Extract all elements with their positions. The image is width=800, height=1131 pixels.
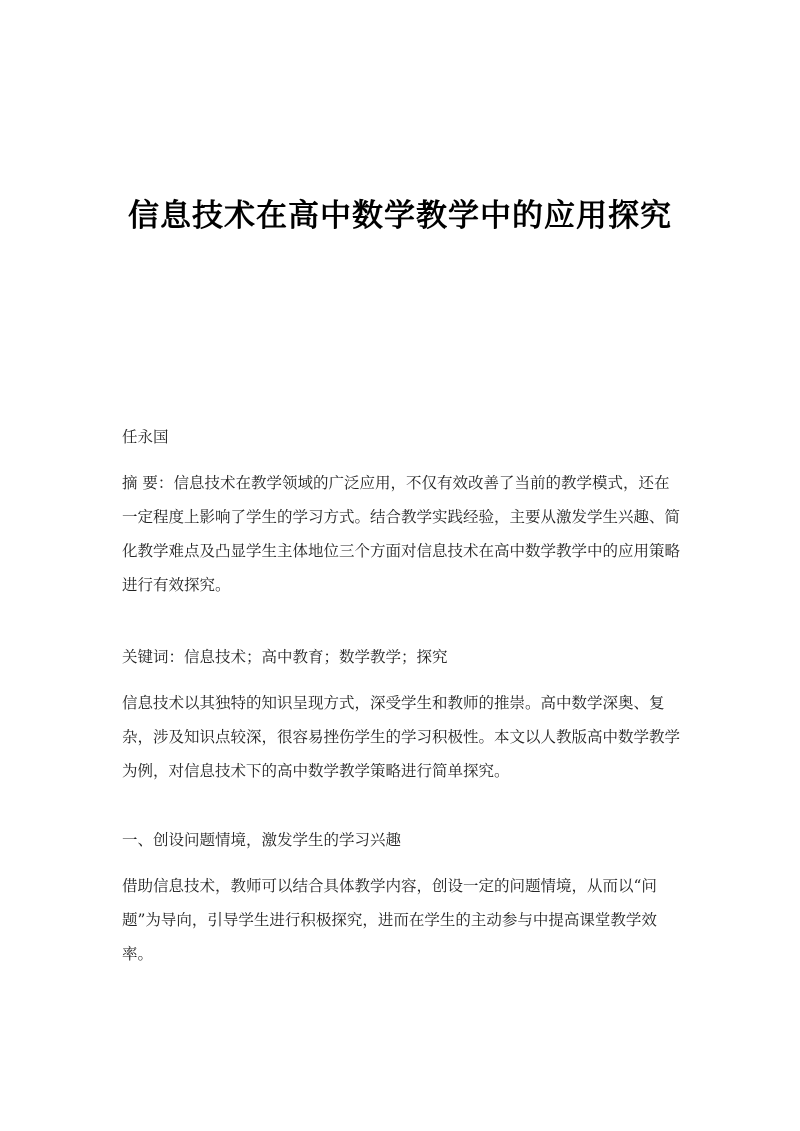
article-title: 信息技术在高中数学教学中的应用探究	[128, 198, 672, 234]
section-1-paragraph: 借助信息技术，教师可以结合具体教学内容，创设一定的问题情境，从而以“问题”为导向，引导学生进行积极探究，进而在学生的主动参与中提高课堂教学效率。	[122, 877, 657, 963]
section-heading-1: 一、创设问题情境，激发学生的学习兴趣	[122, 831, 402, 849]
abstract-text: 信息技术在教学领域的广泛应用，不仅有效改善了当前的教学模式，还在一定程度上影响了学生的学习方式。结合教学实践经验，主要从激发学生兴趣、简化教学难点及凸显学生主体地位三个方面对信息技术在高中数学教学中的应用策略进行有效探究。	[122, 474, 681, 594]
abstract-label: 摘 要：	[122, 474, 174, 492]
abstract	[122, 466, 682, 602]
intro-paragraph: 信息技术以其独特的知识呈现方式，深受学生和教师的推崇。高中数学深奥、复杂，涉及知识点较深，很容易挫伤学生的学习积极性。本文以人教版高中数学教学为例，对信息技术下的高中数学教学策略进行简单探究。	[122, 694, 681, 780]
keywords-text: 信息技术；高中教育；数学教学；探究	[184, 648, 448, 666]
keywords	[122, 640, 682, 674]
keywords-label: 关键词：	[122, 648, 185, 666]
author-name: 任永国	[122, 428, 169, 446]
